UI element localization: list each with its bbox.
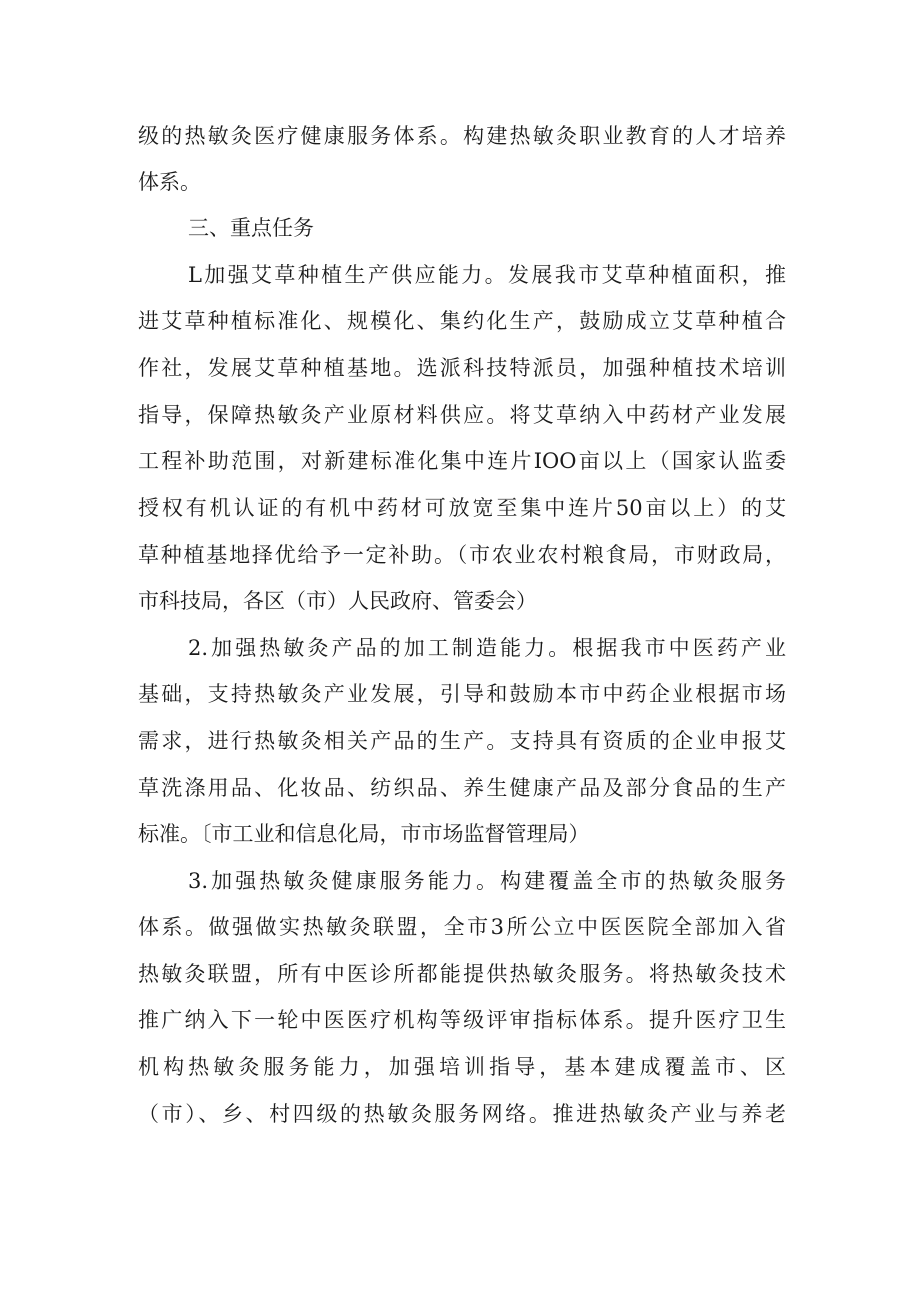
text-line: 体系。 <box>138 170 201 194</box>
text-line: 需求，进行热敏灸相关产品的生产。支持具有资质的企业申报艾 <box>138 729 786 753</box>
text-line: L加强艾草种植生产供应能力。发展我市艾草种植面积，推 <box>188 263 786 287</box>
text-line: 授权有机认证的有机中药材可放宽至集中连片50亩以上）的艾 <box>138 496 786 520</box>
text-line: 体系。做强做实热敏灸联盟，全市3所公立中医医院全部加入省 <box>138 915 786 939</box>
text-line: （市）、乡、村四级的热敏灸服务网络。推进热敏灸产业与养老 <box>138 1102 786 1126</box>
text-line: 2.加强热敏灸产品的加工制造能力。根据我市中医药产业 <box>188 636 786 660</box>
text-line: 草洗涤用品、化妆品、纺织品、养生健康产品及部分食品的生产 <box>138 776 786 800</box>
section-heading: 三、重点任务 <box>188 216 314 240</box>
text-line: 机构热敏灸服务能力，加强培训指导，基本建成覆盖市、区 <box>138 1055 786 1079</box>
text-line: 3.加强热敏灸健康服务能力。构建覆盖全市的热敏灸服务 <box>188 869 786 893</box>
text-line: 市科技局，各区（市）人民政府、管委会） <box>138 589 537 613</box>
text-line: 级的热敏灸医疗健康服务体系。构建热敏灸职业教育的人才培养 <box>138 124 786 148</box>
text-line: 草种植基地择优给予一定补助。（市农业农村粮食局，市财政局， <box>138 543 786 567</box>
text-line: 工程补助范围，对新建标准化集中连片IOO亩以上（国家认监委 <box>138 449 786 473</box>
text-line: 热敏灸联盟，所有中医诊所都能提供热敏灸服务。将热敏灸技术 <box>138 962 786 986</box>
text-line: 推广纳入下一轮中医医疗机构等级评审指标体系。提升医疗卫生 <box>138 1008 786 1032</box>
text-line: 标准。〔市工业和信息化局，市市场监督管理局） <box>138 822 590 846</box>
text-line: 指导，保障热敏灸产业原材料供应。将艾草纳入中药材产业发展 <box>138 403 786 427</box>
text-line: 基础，支持热敏灸产业发展，引导和鼓励本市中药企业根据市场 <box>138 682 786 706</box>
text-line: 进艾草种植标准化、规模化、集约化生产，鼓励成立艾草种植合 <box>138 309 786 333</box>
text-line: 作社，发展艾草种植基地。选派科技特派员，加强种植技术培训 <box>138 356 786 380</box>
